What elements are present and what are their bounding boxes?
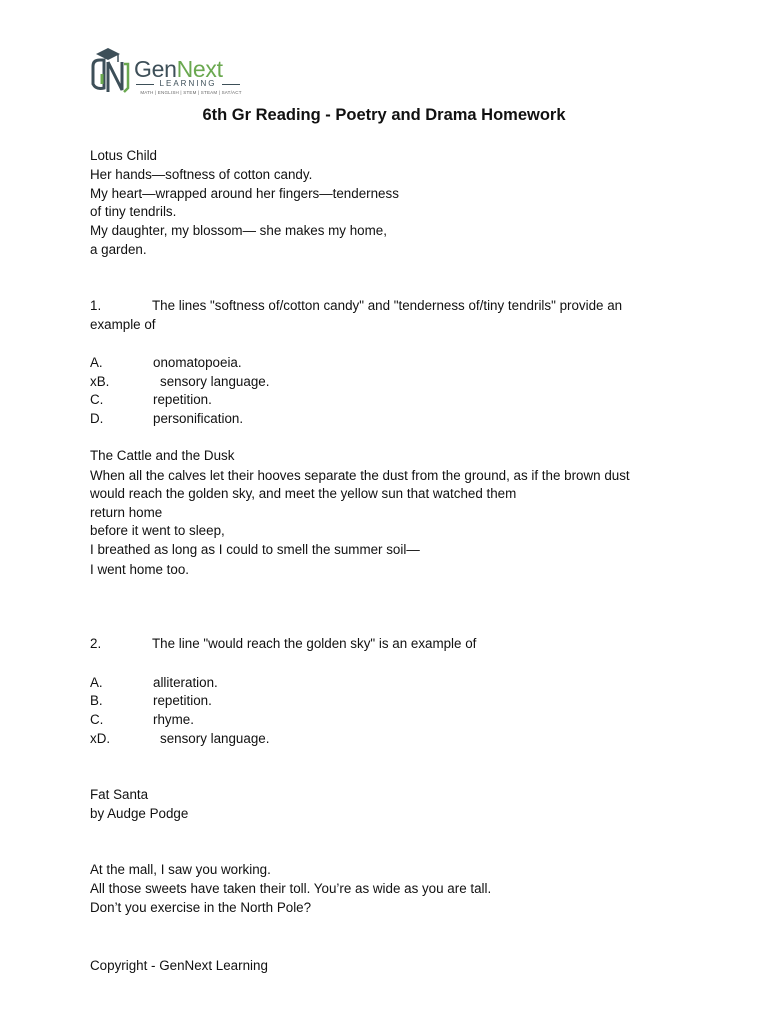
poem-line: I went home too. xyxy=(90,562,189,577)
poem-line: would reach the golden sky, and meet the yellow sun that watched them xyxy=(90,486,517,501)
brand-sub: LEARNING xyxy=(136,79,240,88)
option-letter: B. xyxy=(90,693,103,708)
poem-line: My heart—wrapped around her fingers—tenderness xyxy=(90,186,399,201)
option-text: rhyme. xyxy=(153,712,194,727)
option-letter: C. xyxy=(90,712,104,727)
option-text: repetition. xyxy=(153,693,212,708)
question-number: 1. xyxy=(90,298,102,313)
poem-line: My daughter, my blossom— she makes my home, xyxy=(90,223,387,238)
poem-line: All those sweets have taken their toll. You’re as wide as you are tall. xyxy=(90,881,492,896)
question-text: The lines "softness of/cotton candy" and "tenderness of/tiny tendrils" provide an xyxy=(152,298,623,313)
poem-title: Fat Santa xyxy=(90,787,149,802)
graduation-cap-icon xyxy=(88,44,136,100)
option-letter: C. xyxy=(90,392,104,407)
copyright-footer: Copyright - GenNext Learning xyxy=(90,958,268,973)
question-text: example of xyxy=(90,317,156,332)
poem-title: The Cattle and the Dusk xyxy=(90,448,235,463)
option-text: onomatopoeia. xyxy=(153,355,242,370)
option-letter: xB. xyxy=(90,374,110,389)
option-text: sensory language. xyxy=(160,731,270,746)
gennext-logo xyxy=(88,44,248,100)
question-number: 2. xyxy=(90,636,102,651)
option-text: alliteration. xyxy=(153,675,218,690)
poem-line: At the mall, I saw you working. xyxy=(90,862,271,877)
option-letter: A. xyxy=(90,355,103,370)
brand-tagline: MATH | ENGLISH | STEM | STEAM | SAT/ACT xyxy=(140,90,242,95)
poem-line: a garden. xyxy=(90,242,147,257)
question-text: The line "would reach the golden sky" is an example of xyxy=(152,636,477,651)
option-letter: D. xyxy=(90,411,104,426)
poem-line: return home xyxy=(90,505,163,520)
option-text: sensory language. xyxy=(160,374,270,389)
poem-line: When all the calves let their hooves separate the dust from the ground, as if the brown dust xyxy=(90,468,630,483)
poem-author: by Audge Podge xyxy=(90,806,189,821)
poem-line: before it went to sleep, xyxy=(90,523,225,538)
poem-line: of tiny tendrils. xyxy=(90,204,177,219)
option-text: repetition. xyxy=(153,392,212,407)
poem-line: I breathed as long as I could to smell the summer soil— xyxy=(90,542,420,557)
option-text: personification. xyxy=(153,411,244,426)
option-letter: xD. xyxy=(90,731,111,746)
page-title: 6th Gr Reading - Poetry and Drama Homework xyxy=(202,106,566,124)
poem-line: Don’t you exercise in the North Pole? xyxy=(90,900,312,915)
option-letter: A. xyxy=(90,675,103,690)
poem-title: Lotus Child xyxy=(90,148,157,163)
poem-line: Her hands—softness of cotton candy. xyxy=(90,167,313,182)
brand-name: GenNext xyxy=(134,56,223,82)
